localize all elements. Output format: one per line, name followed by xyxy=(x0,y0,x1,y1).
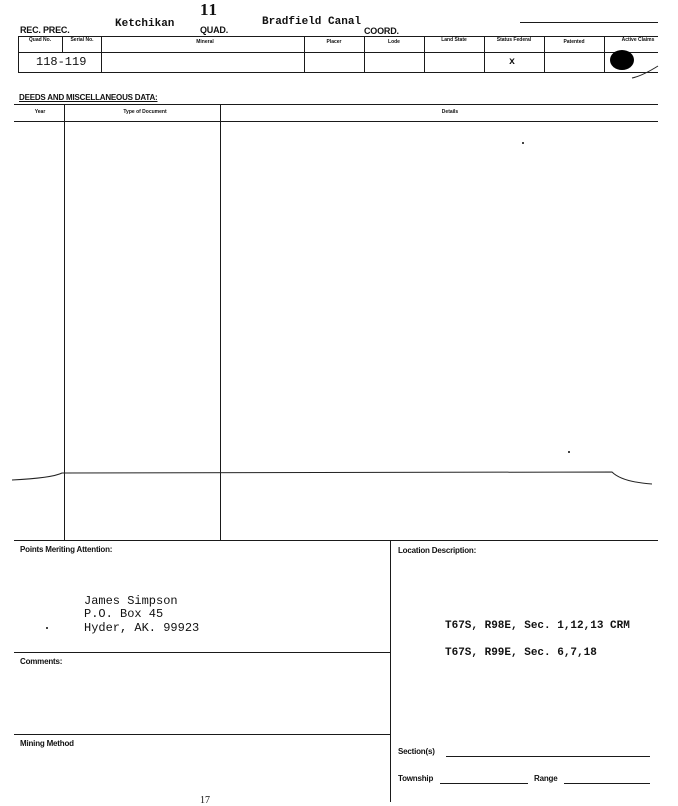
comments-line xyxy=(14,652,390,653)
speck xyxy=(522,142,524,144)
header-col-divider xyxy=(544,36,545,72)
coord-label: COORD. xyxy=(364,26,399,36)
header-col-divider xyxy=(62,36,63,52)
deeds-top-line xyxy=(14,104,658,105)
col-lode: Lode xyxy=(388,39,400,45)
bottom-center-divider xyxy=(390,540,391,802)
mining-line xyxy=(14,734,390,735)
location-line-2: T67S, R99E, Sec. 6,7,18 xyxy=(445,647,597,659)
status-federal-mark: x xyxy=(509,57,516,68)
rec-prec-label: REC. PREC. xyxy=(20,25,70,35)
col-land-state: Land State xyxy=(441,37,467,43)
header-corner-stroke xyxy=(630,62,660,82)
township-label: Township xyxy=(398,774,434,783)
header-right-cut xyxy=(520,22,658,23)
quad-label: QUAD. xyxy=(200,25,228,35)
col-patented: Patented xyxy=(563,39,585,45)
deeds-title: DEEDS AND MISCELLANEOUS DATA: xyxy=(19,93,158,102)
deeds-subhead-line xyxy=(14,121,658,122)
header-col-divider xyxy=(101,36,102,72)
section-underline xyxy=(446,756,650,757)
points-label: Points Meriting Attention: xyxy=(20,545,113,554)
quad-serial-value: 118-119 xyxy=(36,55,87,69)
header-top-line xyxy=(18,36,658,37)
speck xyxy=(568,451,570,453)
header-col-divider xyxy=(484,36,485,72)
quad-value: Ketchikan xyxy=(115,18,175,30)
col-quad-no: Quad No. xyxy=(28,37,52,43)
speck xyxy=(46,627,48,629)
header-col-divider xyxy=(424,36,425,72)
coord-value: Bradfield Canal xyxy=(262,16,362,28)
header-col-divider xyxy=(18,36,19,72)
bottom-top-line xyxy=(14,540,658,541)
deeds-col-year: Year xyxy=(34,109,46,115)
range-underline xyxy=(564,783,650,784)
col-mineral: Mineral xyxy=(196,39,214,45)
section-label: Section(s) xyxy=(398,747,435,756)
location-label: Location Description: xyxy=(398,546,477,555)
points-name: James Simpson xyxy=(84,594,178,608)
mining-label: Mining Method xyxy=(20,739,74,748)
header-subhead-line xyxy=(18,52,658,53)
deeds-col-type: Type of Document xyxy=(123,109,167,115)
range-label: Range xyxy=(534,774,558,783)
township-underline xyxy=(440,783,528,784)
location-line-1: T67S, R98E, Sec. 1,12,13 CRM xyxy=(445,620,630,632)
header-col-divider xyxy=(604,36,605,72)
header-col-divider xyxy=(304,36,305,72)
points-address1: P.O. Box 45 xyxy=(84,607,164,621)
col-active-claims: Active Claims xyxy=(621,37,655,43)
deeds-col-details: Details xyxy=(441,109,459,115)
col-serial-no: Serial No. xyxy=(70,37,94,43)
comments-label: Comments: xyxy=(20,657,63,666)
header-col-divider xyxy=(364,36,365,72)
header-bottom-line xyxy=(18,72,658,73)
col-status-federal: Status Federal xyxy=(496,37,532,43)
fold-line xyxy=(12,460,662,500)
points-address2: Hyder, AK. 99923 xyxy=(84,621,200,635)
col-placer: Placer xyxy=(326,39,342,45)
page-number: 17 xyxy=(200,795,210,806)
top-mark: 11 xyxy=(200,0,219,19)
